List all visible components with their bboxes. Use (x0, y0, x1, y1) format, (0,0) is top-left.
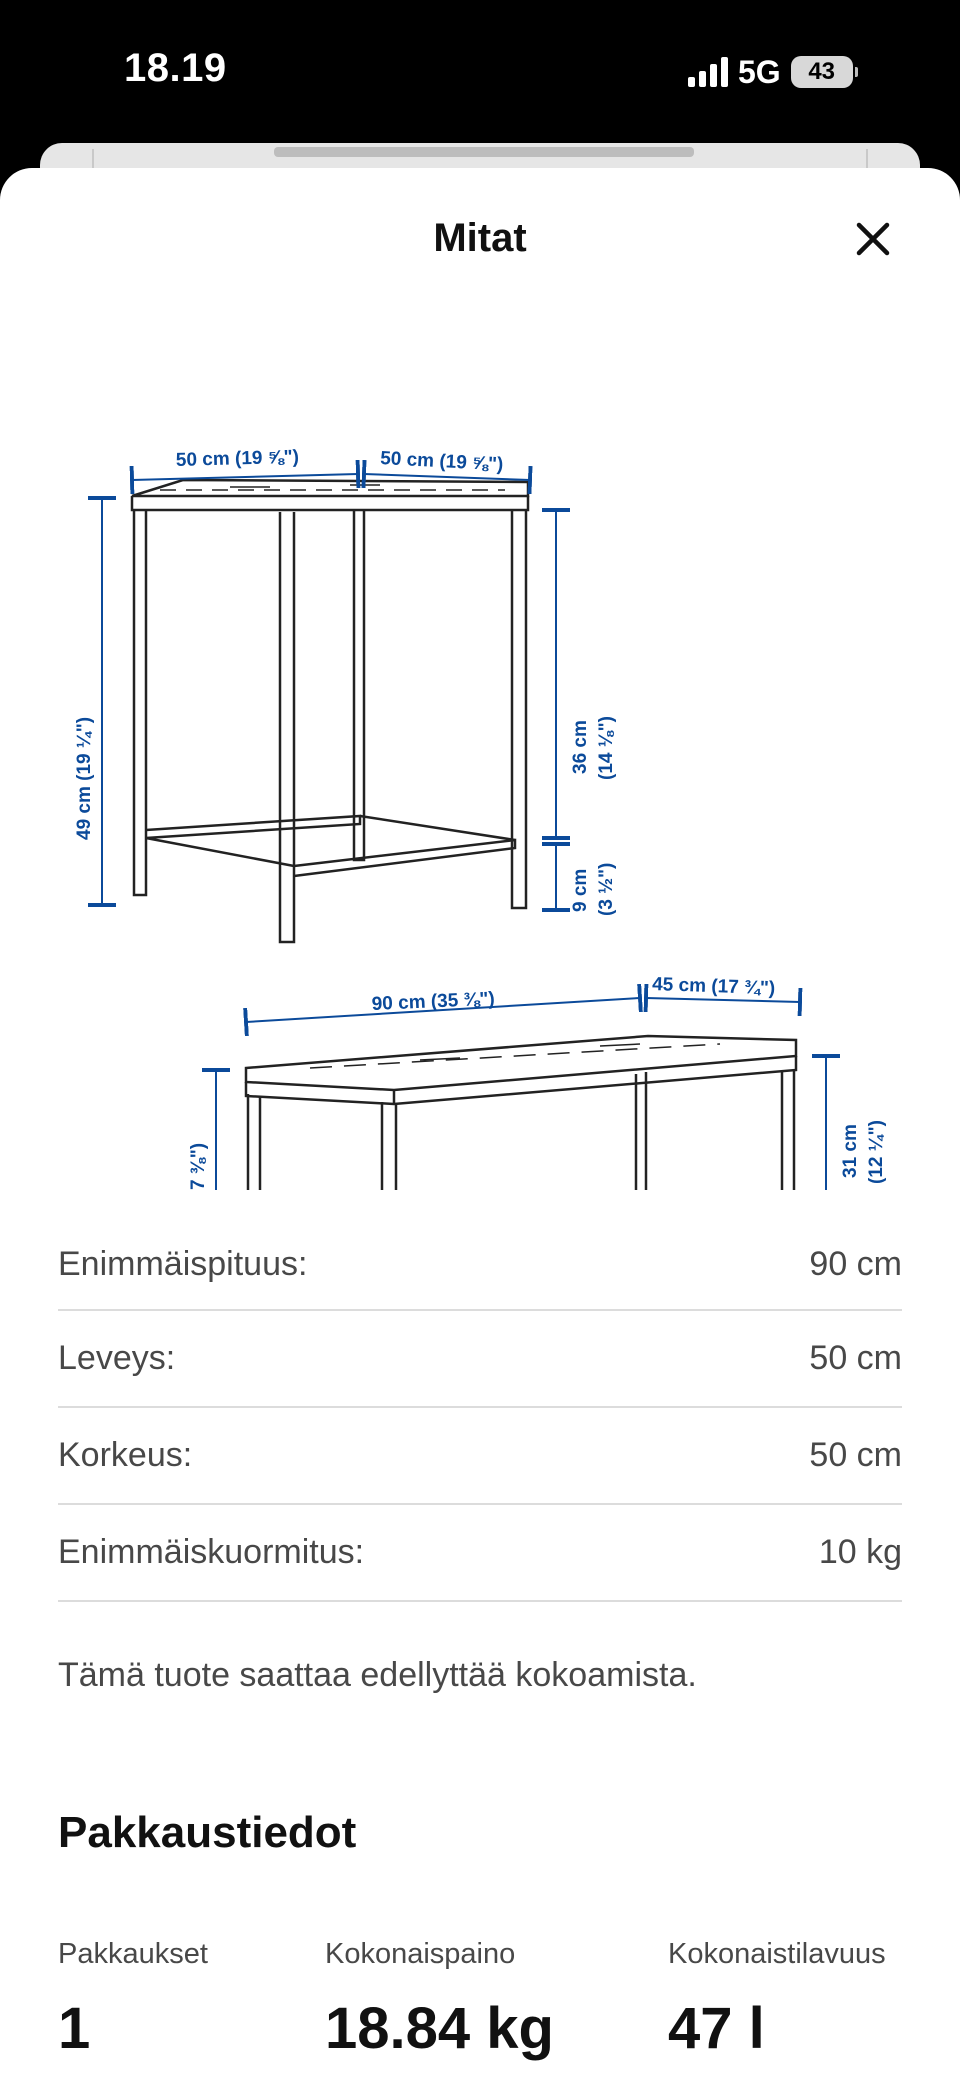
package-weight (325, 1938, 554, 2062)
coffee-table-upper-height-in: (12 ¼") (866, 1120, 887, 1184)
coffee-table-upper-height-cm: 31 cm (840, 1124, 861, 1178)
package-count-value: 1 (58, 1996, 91, 2061)
status-time: 18.19 (124, 46, 227, 90)
spec-value: 50 cm (809, 1436, 902, 1474)
package-volume-value: 47 l (668, 1996, 765, 2061)
side-table-upper-height-in: (14 ⅛") (596, 716, 617, 780)
coffee-table-drawing (246, 1036, 796, 1190)
side-table-lower-height-cm: 9 cm (570, 868, 591, 912)
coffee-table-height-label (188, 1143, 209, 1190)
package-weight-value: 18.84 kg (325, 1996, 554, 2061)
close-icon (856, 222, 890, 256)
spec-value: 50 cm (809, 1339, 902, 1377)
battery-level: 43 (808, 58, 836, 85)
status-bar (0, 0, 960, 150)
battery-icon (791, 56, 853, 88)
dimensions-sheet (0, 168, 960, 2081)
coffee-table-length-label: 90 cm (35 ⅜") (371, 988, 496, 1015)
spec-row-height (58, 1408, 902, 1505)
coffee-table-depth-label: 45 cm (17 ¾") (651, 974, 776, 1000)
spec-value: 10 kg (818, 1533, 902, 1571)
spec-label: Korkeus: (58, 1436, 193, 1474)
close-button[interactable] (848, 214, 898, 264)
status-indicators (688, 52, 853, 92)
side-table-depth-label: 50 cm (19 ⅝") (379, 448, 504, 476)
spec-row-width (58, 1311, 902, 1408)
dimension-diagram (0, 370, 960, 1195)
network-type: 5G (738, 53, 781, 90)
sheet-title: Mitat (433, 216, 527, 260)
side-table-height-label: 49 cm (19 ¼") (74, 716, 95, 840)
cellular-signal-icon (688, 57, 728, 87)
spec-value: 90 cm (809, 1245, 902, 1283)
spec-label: Enimmäispituus: (58, 1245, 308, 1283)
dimension-specs-list (58, 1220, 902, 1602)
assembly-note: Tämä tuote saattaa edellyttää kokoamista. (58, 1656, 697, 1694)
package-info-heading: Pakkaustiedot (58, 1808, 357, 1857)
side-table-lower-height-in: (3 ½") (596, 862, 617, 916)
spec-row-max-load (58, 1505, 902, 1602)
package-weight-label: Kokonaispaino (325, 1938, 516, 1970)
side-table-upper-height-cm: 36 cm (570, 720, 591, 774)
spec-label: Enimmäiskuormitus: (58, 1533, 365, 1571)
package-count (58, 1938, 208, 2062)
spec-row-max-length (58, 1220, 902, 1311)
package-count-label: Pakkaukset (58, 1938, 208, 1970)
side-table-width-label: 50 cm (19 ⅝") (175, 446, 300, 471)
side-table-drawing (132, 480, 528, 942)
package-volume (668, 1938, 886, 2062)
spec-label: Leveys: (58, 1339, 176, 1377)
dimension-drawing (0, 370, 960, 1190)
package-volume-label: Kokonaistilavuus (668, 1938, 886, 1970)
